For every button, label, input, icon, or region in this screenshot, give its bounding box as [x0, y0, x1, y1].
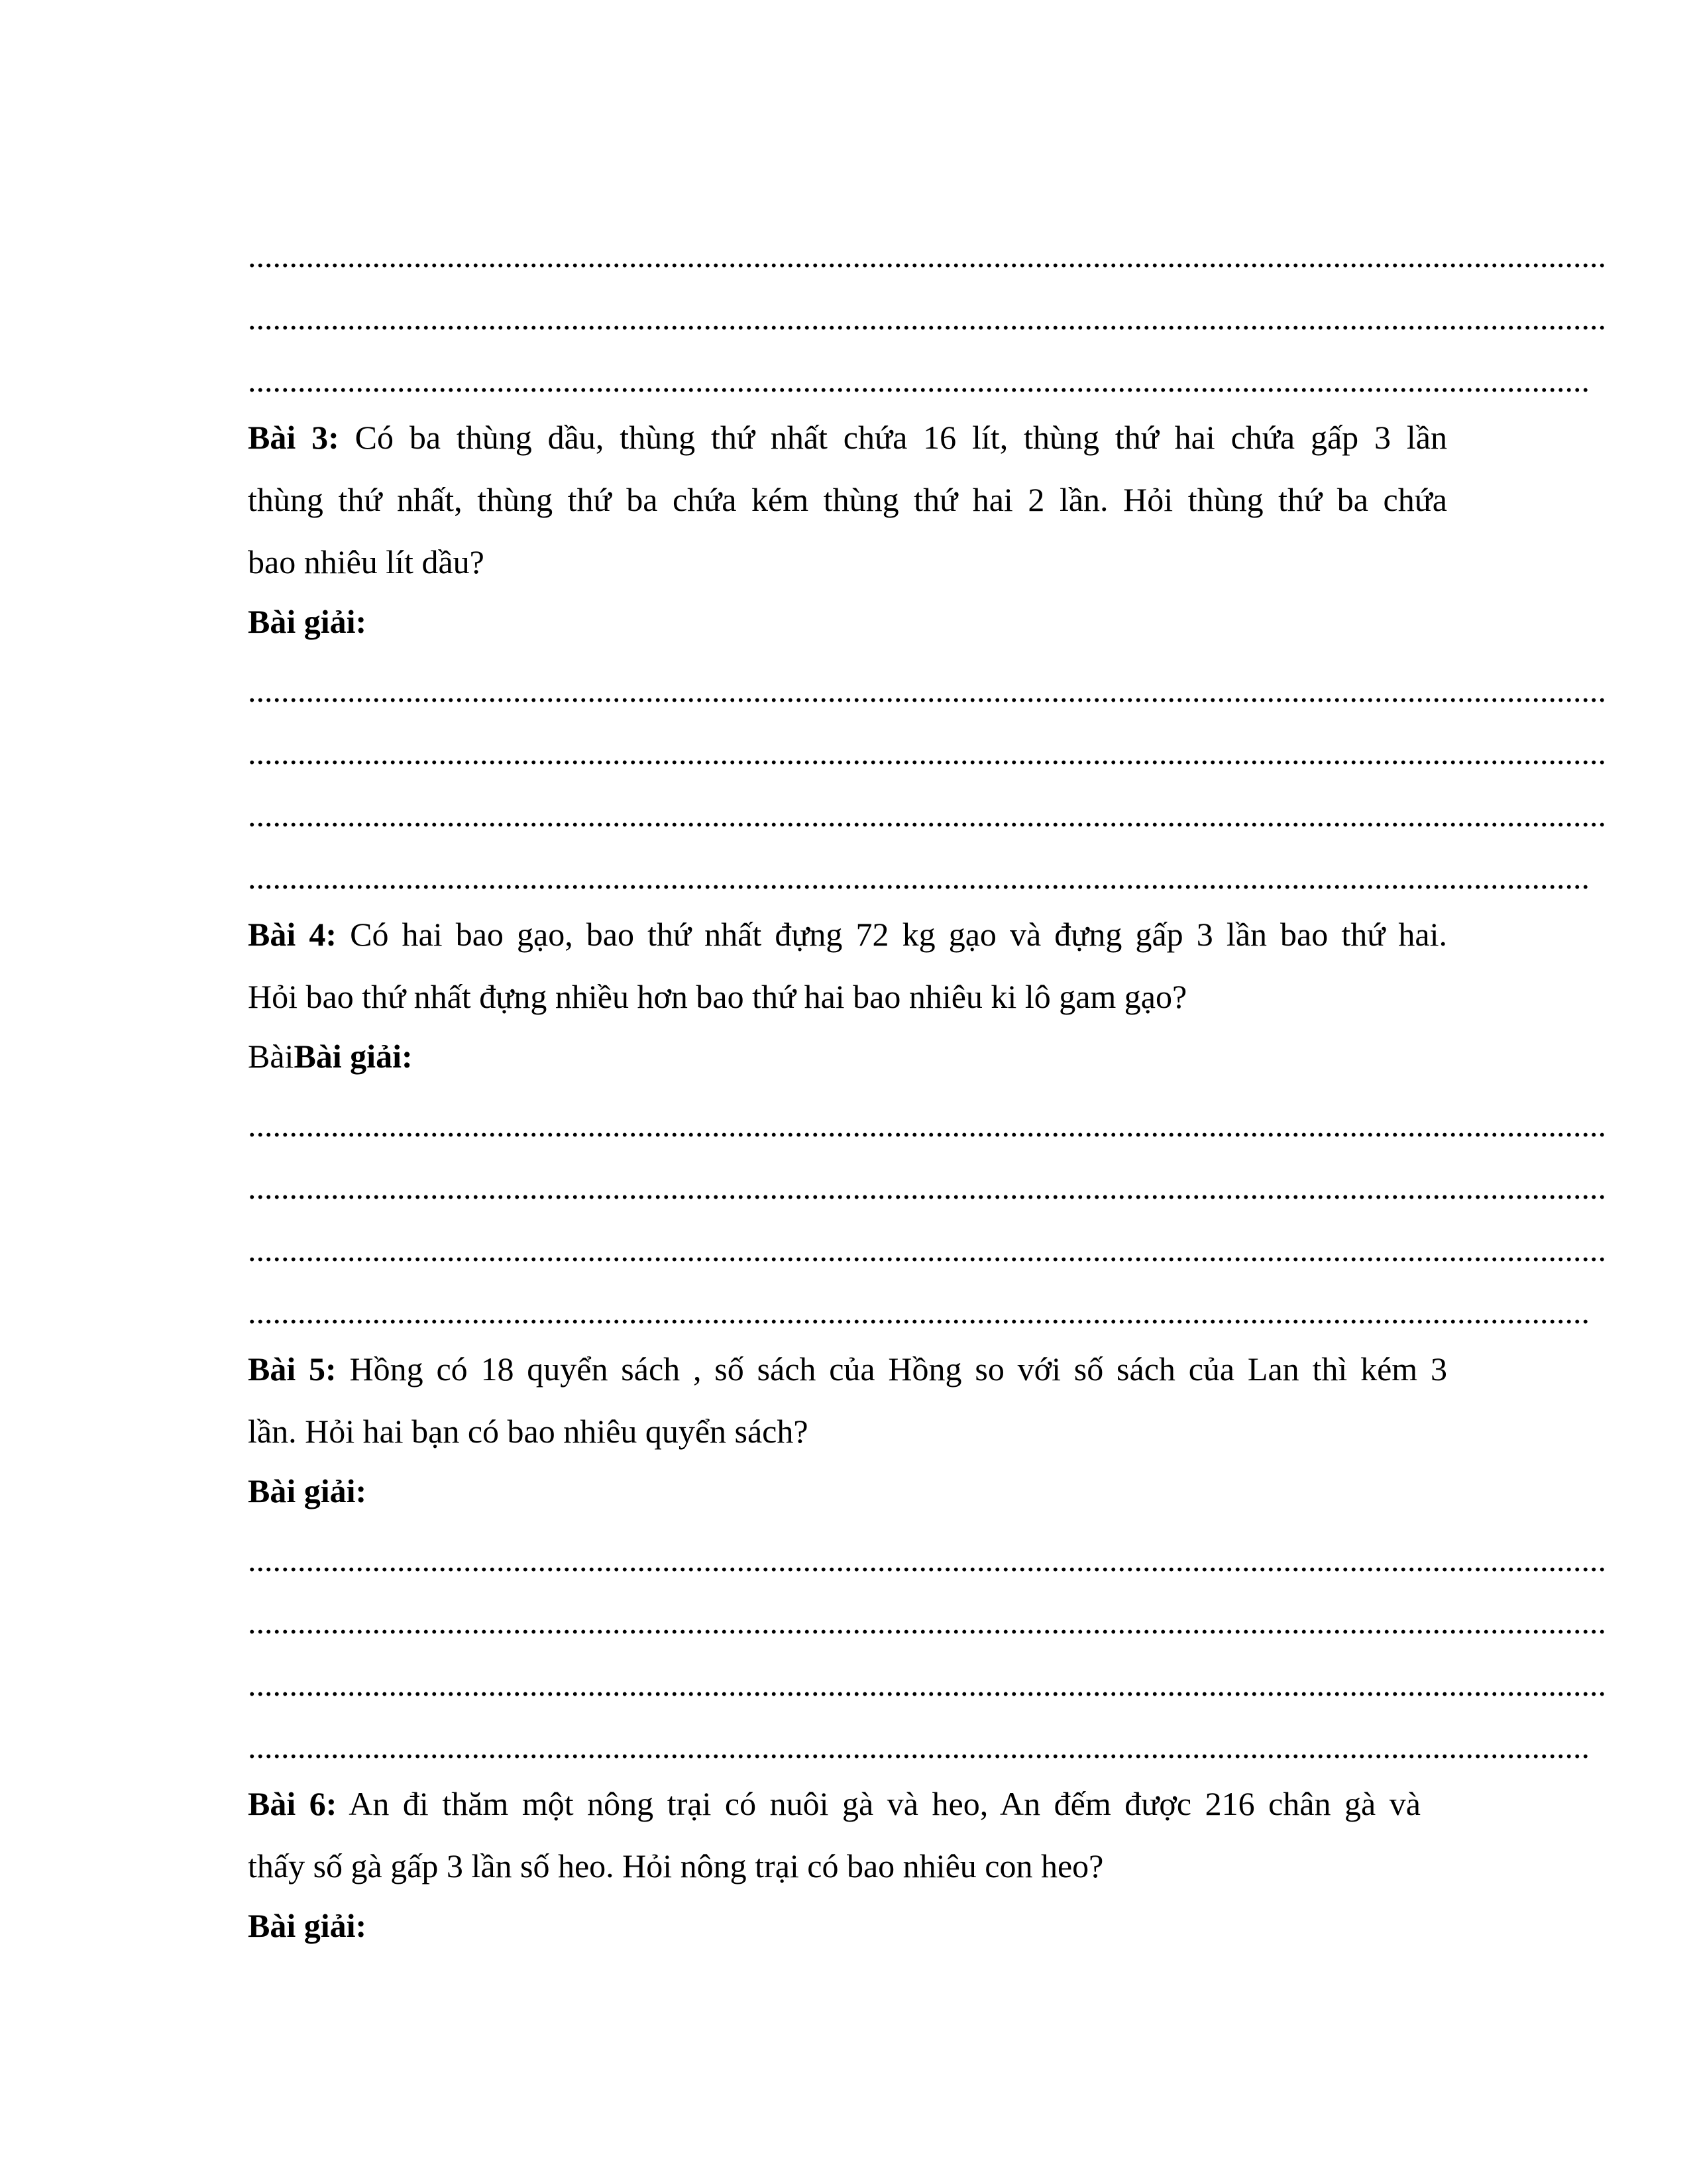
problem-6-text [248, 1772, 1421, 1835]
problem-4-solution-prefix: Bài [248, 1038, 294, 1075]
answer-line: .................................................................................................................................................................. [248, 1293, 1590, 1331]
answer-line: .................................................................................................................................................................. [248, 1728, 1590, 1765]
problem-5-line-2: lần. Hỏi hai bạn có bao nhiêu quyển sách? [248, 1413, 808, 1450]
problem-3-text [248, 406, 1447, 469]
answer-line: .................................................................................................................................................................... [248, 1541, 1606, 1578]
answer-line: .................................................................................................................................................................... [248, 300, 1606, 337]
answer-line: .................................................................................................................................................................... [248, 734, 1606, 771]
problem-3-line-2: thùng thứ nhất, thùng thứ ba chứa kém thùng thứ hai 2 lần. Hỏi thùng thứ ba chứa [248, 481, 1447, 518]
problem-6-label: Bài 6: [248, 1785, 337, 1822]
answer-line: .................................................................................................................................................................... [248, 1231, 1606, 1268]
problem-5-text [248, 1337, 1447, 1401]
answer-line: .................................................................................................................................................................... [248, 1604, 1606, 1641]
problem-3-line-3: bao nhiêu lít dầu? [248, 543, 484, 580]
problem-5-label: Bài 5: [248, 1350, 337, 1388]
problem-5-line-1: Hồng có 18 quyển sách , số sách của Hồng so với số sách của Lan thì kém 3 [336, 1350, 1447, 1388]
problem-5-solution-label: Bài giải: [248, 1472, 367, 1509]
problem-4-solution [248, 1024, 1447, 1088]
problem-4-line-2: Hỏi bao thứ nhất đựng nhiều hơn bao thứ hai bao nhiêu ki lô gam gạo? [248, 978, 1187, 1015]
answer-line: .................................................................................................................................................................... [248, 796, 1606, 834]
answer-line: .................................................................................................................................................................... [248, 237, 1606, 274]
problem-4-solution-label: Bài giải: [294, 1038, 413, 1075]
answer-line: .................................................................................................................................................................... [248, 1169, 1606, 1206]
answer-line: .................................................................................................................................................................... [248, 1666, 1606, 1703]
problem-3-label: Bài 3: [248, 419, 339, 456]
answer-line: .................................................................................................................................................................. [248, 859, 1590, 896]
problem-6-line-1: An đi thăm một nông trại có nuôi gà và heo, An đếm được 216 chân gà và [337, 1785, 1421, 1822]
problem-3-solution-label: Bài giải: [248, 603, 367, 640]
problem-6-solution-label: Bài giải: [248, 1907, 367, 1944]
problem-3-line-1: Có ba thùng dầu, thùng thứ nhất chứa 16 lít, thùng thứ hai chứa gấp 3 lần [339, 419, 1447, 456]
answer-line: .................................................................................................................................................................. [248, 362, 1590, 399]
problem-4-label: Bài 4: [248, 916, 337, 953]
problem-6-line-2: thấy số gà gấp 3 lần số heo. Hỏi nông trại có bao nhiêu con heo? [248, 1847, 1104, 1884]
answer-line: .................................................................................................................................................................... [248, 1107, 1606, 1144]
problem-4-text [248, 902, 1447, 966]
problem-4-line-1: Có hai bao gạo, bao thứ nhất đựng 72 kg gạo và đựng gấp 3 lần bao thứ hai. [337, 916, 1447, 953]
answer-line: .................................................................................................................................................................... [248, 672, 1606, 709]
